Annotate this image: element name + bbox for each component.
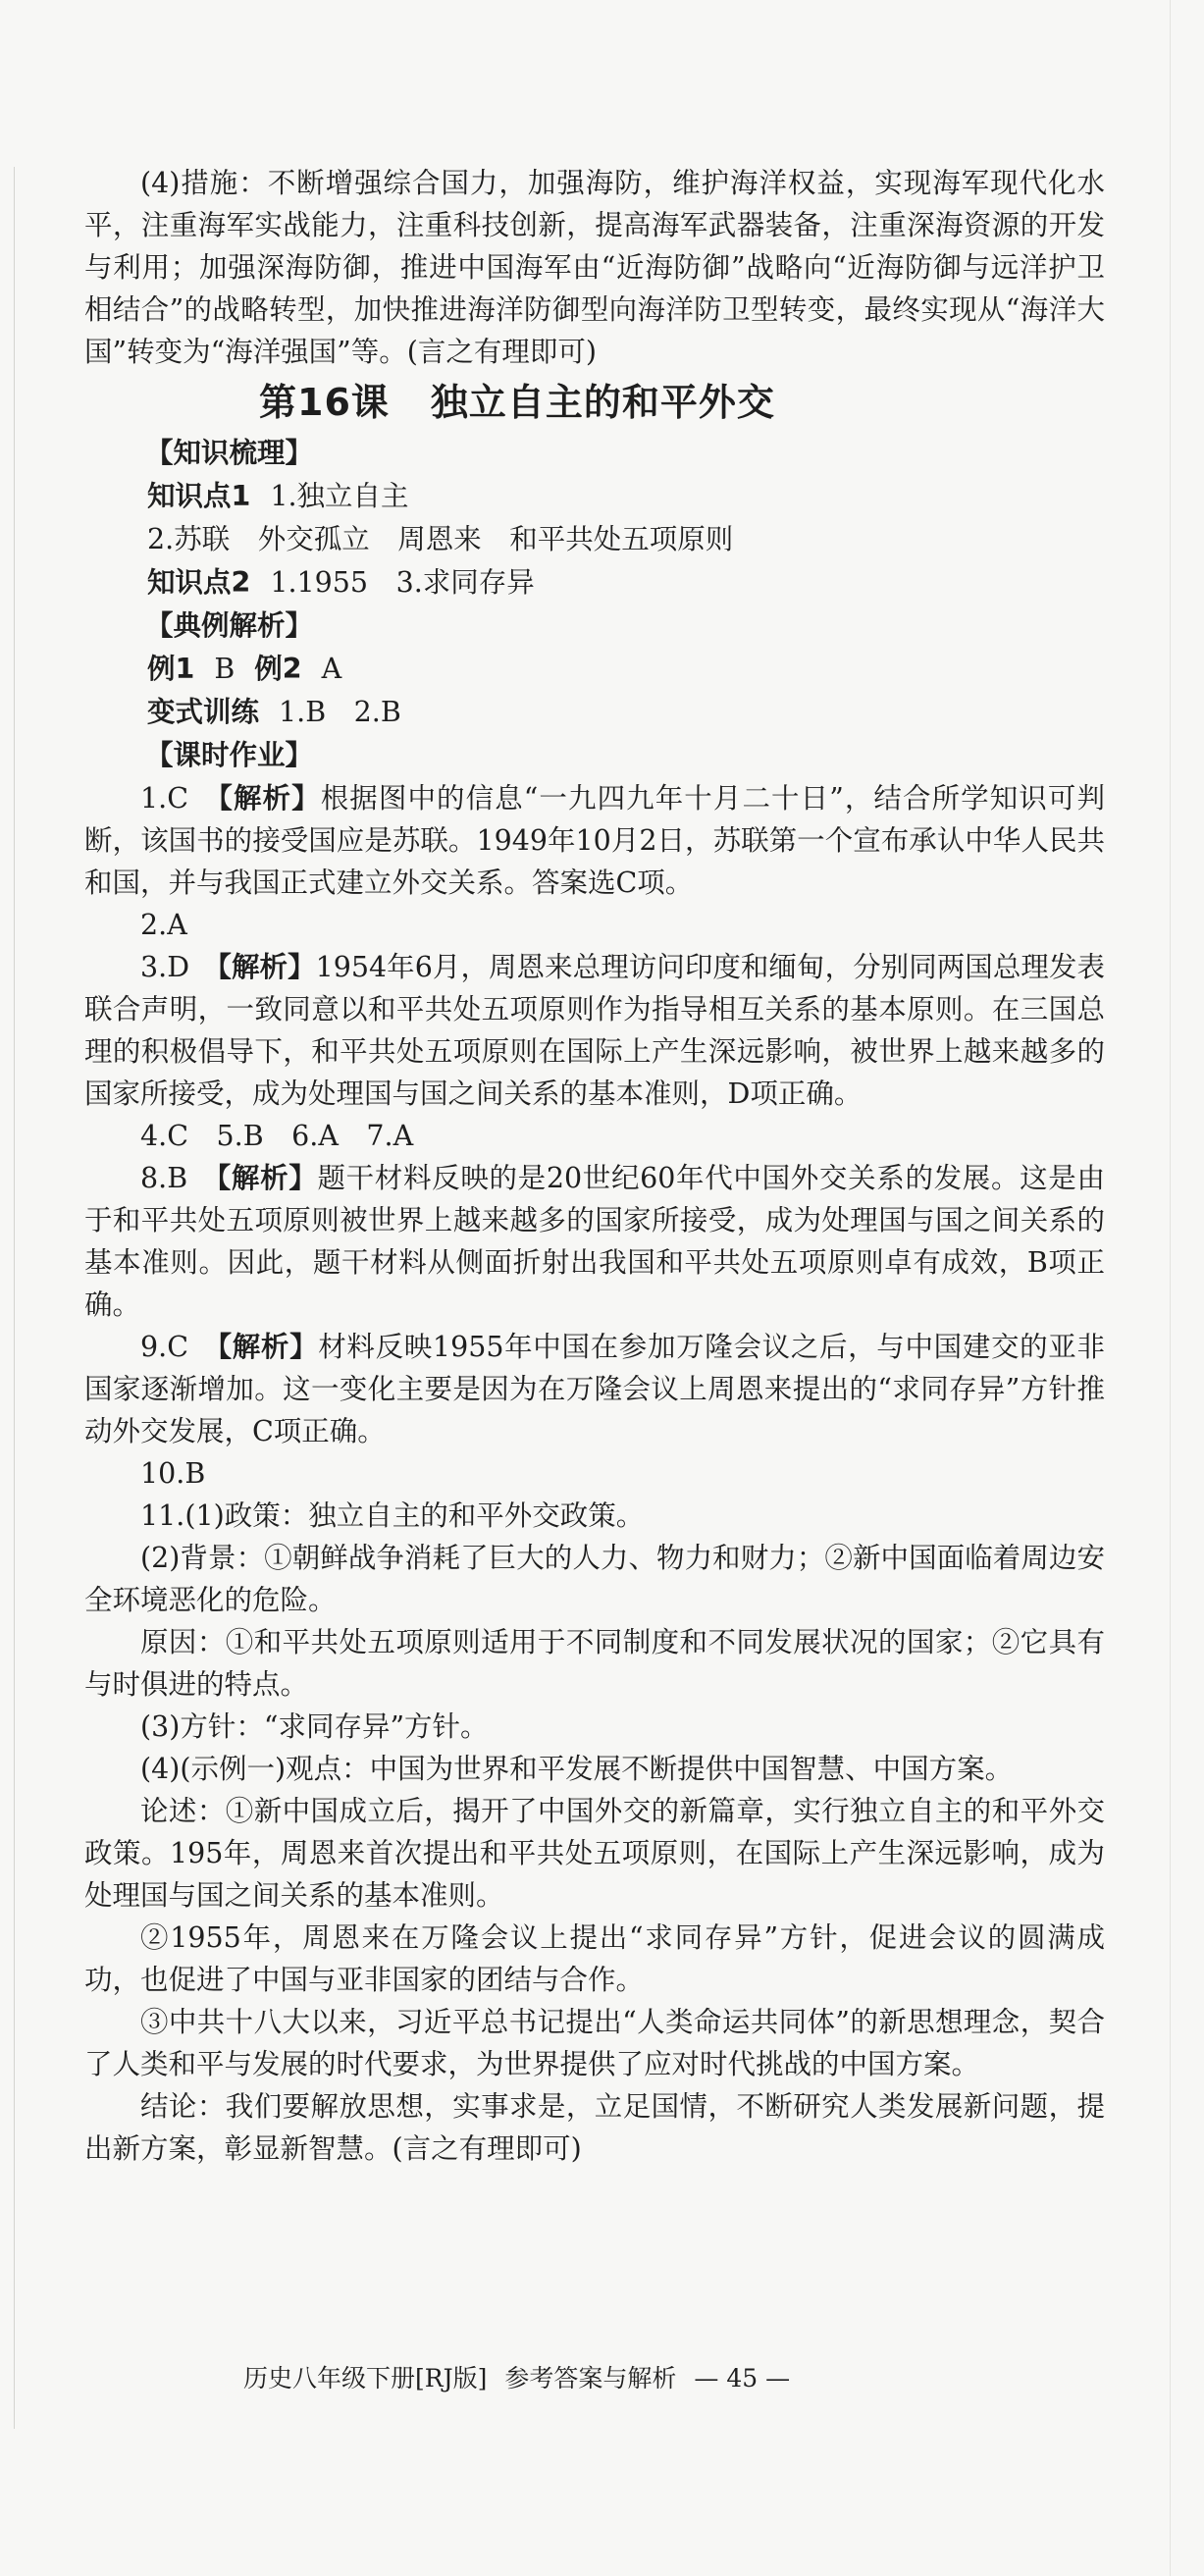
answer-q4-7: 4.C 5.B 6.A 7.A	[140, 1120, 414, 1152]
answer-q11-argument-2: ②1955年，周恩来在万隆会议上提出“求同存异”方针，促进会议的圆满成功，也促进了中国与亚非国家的团结与合作。	[84, 1921, 1105, 1996]
answer-q11-argument-1: 论述：①新中国成立后，揭开了中国外交的新篇章，实行独立自主的和平外交政策。195年，周恩来首次提出和平共处五项原则，在国际上产生深远影响，成为处理国与国之间关系的基本准则。	[84, 1795, 1105, 1912]
answer-q3	[84, 946, 1105, 1115]
knowledge-point-1-line2: 2.苏联 外交孤立 周恩来 和平共处五项原则	[147, 523, 734, 555]
lesson-title	[259, 375, 1105, 430]
example-2-answer: A	[321, 653, 342, 685]
knowledge-point-1	[147, 475, 1105, 518]
answer-q11-reason: 原因：①和平共处五项原则适用于不同制度和不同发展状况的国家；②它具有与时俱进的特点。	[84, 1626, 1105, 1701]
answer-column	[84, 162, 1105, 2170]
footer-section: 参考答案与解析	[504, 2364, 677, 2392]
variant-training	[147, 691, 1105, 734]
variant-training-answers: 1.B 2.B	[279, 696, 401, 728]
left-margin-rule	[14, 167, 15, 2429]
q8-answer: 8.B	[140, 1162, 188, 1194]
knowledge-point-2	[147, 561, 1105, 605]
q1-analysis: 根据图中的信息“一九四九年十月二十日”，结合所学知识可判断，该国书的接受国应是苏联。1949年10月2日，苏联第一个宣布承认中华人民共和国，并与我国正式建立外交关系。答案选C项。	[84, 782, 1105, 899]
answer-q2: 2.A	[140, 909, 187, 941]
answer-q11-3: (3)方针：“求同存异”方针。	[140, 1710, 489, 1743]
lesson-number: 第16课	[259, 381, 390, 424]
answer-q9	[84, 1326, 1105, 1452]
knowledge-point-1-label: 知识点1	[147, 480, 251, 512]
variant-training-label: 变式训练	[147, 696, 260, 728]
q8-analysis: 题干材料反映的是20世纪60年代中国外交关系的发展。这是由于和平共处五项原则被世界上越来越多的国家所接受，成为处理国与国之间关系的基本准则。因此，题干材料从侧面折射出我国和平共处五项原则卓有成效，B项正确。	[84, 1162, 1105, 1321]
knowledge-point-1-text: 1.独立自主	[270, 480, 409, 512]
analysis-label: 【解析】	[217, 1331, 319, 1363]
homework-heading: 【课时作业】	[145, 739, 314, 771]
answer-q11-2: (2)背景：①朝鲜战争消耗了巨大的人力、物力和财力；②新中国面临着周边安全环境恶化的危险。	[84, 1542, 1105, 1616]
examples-heading: 【典例解析】	[145, 609, 314, 642]
answer-q1	[84, 777, 1105, 904]
knowledge-point-2-label: 知识点2	[147, 566, 251, 599]
q3-analysis: 1954年6月，周恩来总理访问印度和缅甸，分别同两国总理发表联合声明，一致同意以和平共处五项原则作为指导相互关系的基本原则。在三国总理的积极倡导下，和平共处五项原则在国际上产生深远影响，被世界上越来越多的国家所接受，成为处理国与国之间关系的基本准则，D项正确。	[84, 951, 1105, 1110]
example-1-label: 例1	[147, 653, 195, 685]
answer-q11-conclusion: 结论：我们要解放思想，实事求是，立足国情，不断研究人类发展新问题，提出新方案，彰显新智慧。(言之有理即可)	[84, 2090, 1105, 2165]
footer-book-title: 历史八年级下册[RJ版]	[243, 2364, 488, 2392]
analysis-label: 【解析】	[217, 1162, 318, 1194]
knowledge-heading: 【知识梳理】	[145, 437, 314, 469]
page-number: — 45 —	[694, 2364, 791, 2392]
knowledge-point-2-text: 1.1955 3.求同存异	[270, 566, 535, 599]
analysis-label: 【解析】	[218, 782, 321, 815]
q1-answer: 1.C	[140, 782, 188, 815]
answer-q11-argument-3: ③中共十八大以来，习近平总书记提出“人类命运共同体”的新思想理念，契合了人类和平与发展的时代要求，为世界提供了应对时代挑战的中国方案。	[84, 2006, 1105, 2080]
q9-answer: 9.C	[140, 1331, 188, 1363]
page-footer	[243, 2359, 790, 2398]
answer-q8	[84, 1157, 1105, 1326]
answer-q10: 10.B	[140, 1457, 206, 1490]
example-answers	[147, 648, 1105, 691]
answer-q11-1: 11.(1)政策：独立自主的和平外交政策。	[140, 1499, 645, 1532]
q9-analysis: 材料反映1955年中国在参加万隆会议之后，与中国建交的亚非国家逐渐增加。这一变化主要是因为在万隆会议上周恩来提出的“求同存异”方针推动外交发展，C项正确。	[84, 1331, 1105, 1447]
answer-q11-4: (4)(示例一)观点：中国为世界和平发展不断提供中国智慧、中国方案。	[140, 1753, 1014, 1785]
q3-answer: 3.D	[140, 951, 190, 983]
lesson-name: 独立自主的和平外交	[430, 381, 775, 424]
analysis-label: 【解析】	[217, 951, 316, 983]
intro-paragraph: (4)措施：不断增强综合国力，加强海防，维护海洋权益，实现海军现代化水平，注重海军实战能力，注重科技创新，提高海军武器装备，注重深海资源的开发与利用；加强深海防御，推进中国海军由“近海防御”战略向“近海防御与远洋护卫相结合”的战略转型，加快推进海洋防御型向海洋防卫型转变，最终实现从“海洋大国”转变为“海洋强国”等。(言之有理即可)	[84, 167, 1105, 368]
example-1-answer: B	[214, 653, 236, 685]
example-2-label: 例2	[254, 653, 302, 685]
right-margin-rule	[1170, 0, 1171, 2576]
